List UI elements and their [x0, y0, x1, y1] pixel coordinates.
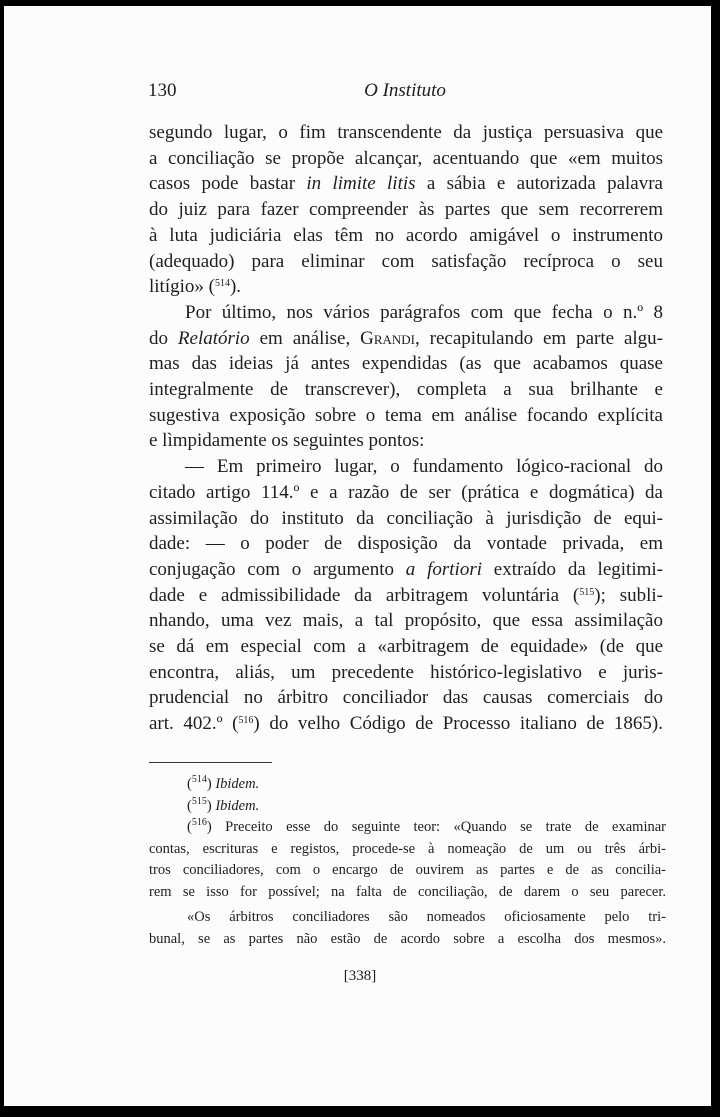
text-line: nhando, uma vez mais, a tal propósito, que essa assimilação: [149, 610, 663, 632]
footnote-ref: 515: [579, 586, 595, 598]
text-line: citado artigo 114.º e a razão de ser (prática e dogmática) da: [149, 481, 663, 503]
footnote-line: rem se isso for possível; na falta de conciliação, de darem o seu parecer.: [149, 883, 666, 900]
text-line: encontra, aliás, um precedente histórico-legislativo e juris-: [149, 661, 663, 683]
footnote-515: ($^{515}$) Ibidem.: [187, 795, 260, 814]
scan-border: [711, 0, 720, 1117]
text-line: art. 402.º ($^{516}$) do velho Código de Processo italiano de 1865).: [149, 713, 663, 735]
text-line: à luta judiciária elas têm no acordo amigável o instrumento: [149, 224, 663, 246]
author-name: Grandi: [360, 327, 416, 349]
text-line: sugestiva exposição sobre o tema em análise focando explícita: [149, 404, 663, 426]
footnote-516: ($^{516}$) Preceito esse do seguinte teor: «Quando se trate de examinar: [187, 817, 666, 835]
footnote-separator: [149, 762, 272, 763]
running-title: O Instituto: [364, 80, 446, 101]
footnote-number: 515: [191, 795, 207, 807]
paragraph-start: — Em primeiro lugar, o fundamento lógico-racional do: [185, 456, 663, 478]
latin-phrase: a fortiori: [405, 558, 482, 580]
library-mark: [338]: [343, 968, 377, 984]
text-line: do Relatório em análise, Grandi, recapitulando em parte algu-: [149, 327, 664, 349]
page-number: 130: [148, 80, 177, 101]
main-text: [149, 120, 663, 737]
footnotes: [149, 774, 666, 950]
footnote-number: 514: [191, 774, 207, 785]
footnote-line: tros conciliadores, com o encargo de ouvirem as partes e de as concilia-: [149, 862, 666, 878]
work-title: Relatório: [177, 327, 250, 349]
running-head: [148, 80, 662, 106]
text-line: casos pode bastar in limite litis a sábia e autorizada palavra: [149, 173, 663, 195]
text-line: integralmente de transcrever), completa a sua brilhante e: [149, 379, 663, 401]
text-line: litígio» ($^{514}$).: [149, 276, 242, 298]
text-line: segundo lugar, o fim transcendente da justiça persuasiva que: [149, 122, 663, 143]
text-line: (adequado) para eliminar com satisfação recíproca o seu: [149, 250, 663, 272]
text-line: do juiz para fazer compreender às partes que sem recorrerem: [149, 199, 663, 221]
footnote-ref: 516: [238, 715, 254, 727]
footnote-line: «Os árbitros conciliadores são nomeados oficiosamente pelo tri-: [187, 909, 666, 925]
text-line: conjugação com o argumento a fortiori extraído da legitimi-: [149, 558, 663, 580]
text-line: dade: — o poder de disposição da vontade privada, em: [149, 533, 663, 555]
paragraph-start: Por último, nos vários parágrafos com que fecha o n.º 8: [185, 301, 663, 323]
footnote-line: contas, escrituras e registos, procede-se à nomeação de um ou três árbi-: [149, 840, 666, 857]
text-line: se dá em especial com a «arbitragem de equidade» (de que: [149, 636, 663, 658]
text-line: assimilação do instituto da conciliação à jurisdição de equi-: [149, 507, 663, 529]
text-line: mas das ideias já antes expendidas (as que acabamos quase: [149, 353, 663, 375]
text-line: dade e admissibilidade da arbitragem voluntária ($^{515}$); subli-: [149, 584, 664, 606]
latin-phrase: in limite litis: [306, 173, 416, 195]
text-line: a conciliação se propõe alcançar, acentuando que «em muitos: [149, 147, 663, 169]
original-page-number: 338: [348, 968, 372, 984]
footnote-number: 516: [191, 817, 207, 828]
footnote-line: bunal, se as partes não estão de acordo sobre a escolha dos mesmos».: [149, 930, 666, 947]
text-line: prudencial no árbitro conciliador das causas comerciais do: [149, 687, 663, 709]
text-line: e lìmpidamente os seguintes pontos:: [149, 430, 425, 452]
footnote-ref: 514: [214, 278, 230, 290]
footnote-514: ($^{514}$) Ibidem.: [187, 774, 260, 792]
